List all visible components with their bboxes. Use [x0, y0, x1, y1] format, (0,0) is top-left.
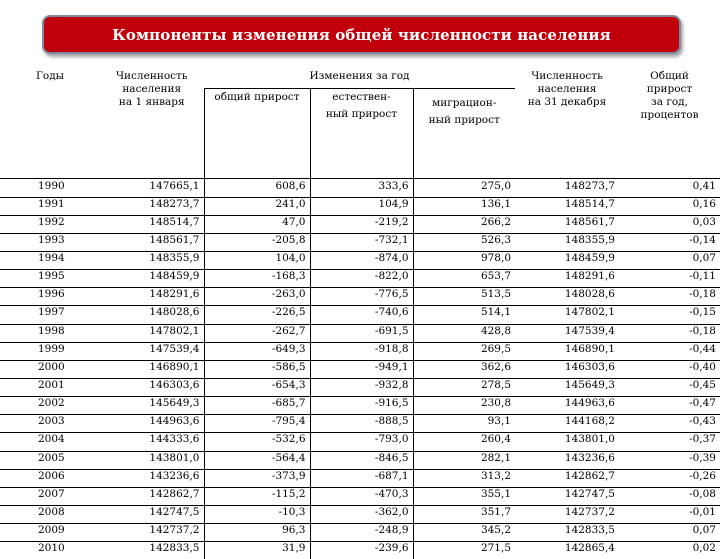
cell-pop-end: 146303,6	[515, 360, 619, 378]
cell-total-growth: -168,3	[204, 270, 310, 288]
cell-pop-end: 148459,9	[515, 252, 619, 270]
cell-year: 1996	[0, 288, 100, 306]
cell-natural-growth: -732,1	[310, 233, 413, 251]
cell-total-growth: -262,7	[204, 324, 310, 342]
cell-natural-growth: -846,5	[310, 451, 413, 469]
cell-year: 1990	[0, 178, 100, 197]
table-row	[0, 324, 720, 342]
cell-pop-end: 148561,7	[515, 215, 619, 233]
header-natural-growth: естествен- ный прирост	[310, 88, 413, 178]
cell-growth-pct: -0,01	[619, 506, 720, 524]
cell-total-growth: -115,2	[204, 487, 310, 505]
cell-growth-pct: -0,26	[619, 469, 720, 487]
cell-year: 1997	[0, 306, 100, 324]
cell-growth-pct: -0,18	[619, 288, 720, 306]
cell-natural-growth: 104,9	[310, 197, 413, 215]
cell-pop-start: 148273,7	[100, 197, 204, 215]
header-changes: Изменения за год	[204, 68, 515, 88]
cell-pop-end: 147802,1	[515, 306, 619, 324]
cell-pop-end: 148514,7	[515, 197, 619, 215]
cell-growth-pct: 0,03	[619, 215, 720, 233]
cell-natural-growth: -949,1	[310, 360, 413, 378]
cell-pop-start: 148514,7	[100, 215, 204, 233]
cell-pop-end: 143801,0	[515, 433, 619, 451]
cell-migration-growth: 313,2	[413, 469, 515, 487]
table-row	[0, 487, 720, 505]
cell-natural-growth: 333,6	[310, 178, 413, 197]
cell-year: 2004	[0, 433, 100, 451]
cell-year: 1998	[0, 324, 100, 342]
cell-pop-start: 148561,7	[100, 233, 204, 251]
title-banner	[42, 15, 681, 54]
cell-migration-growth: 282,1	[413, 451, 515, 469]
cell-year: 1995	[0, 270, 100, 288]
cell-natural-growth: -822,0	[310, 270, 413, 288]
cell-total-growth: -795,4	[204, 415, 310, 433]
cell-pop-start: 142747,5	[100, 506, 204, 524]
cell-year: 1999	[0, 342, 100, 360]
cell-growth-pct: -0,43	[619, 415, 720, 433]
table-row	[0, 542, 720, 559]
cell-pop-start: 144963,6	[100, 415, 204, 433]
table-header	[0, 68, 720, 178]
cell-migration-growth: 136,1	[413, 197, 515, 215]
cell-year: 2010	[0, 542, 100, 559]
table-row	[0, 252, 720, 270]
cell-pop-end: 144168,2	[515, 415, 619, 433]
cell-migration-growth: 345,2	[413, 524, 515, 542]
header-pop-start: Численность населения на 1 января	[115, 70, 188, 108]
table-row	[0, 506, 720, 524]
cell-migration-growth: 266,2	[413, 215, 515, 233]
cell-pop-start: 147539,4	[100, 342, 204, 360]
cell-growth-pct: 0,02	[619, 542, 720, 559]
table-row	[0, 342, 720, 360]
cell-growth-pct: -0,18	[619, 324, 720, 342]
cell-total-growth: 241,0	[204, 197, 310, 215]
cell-pop-end: 142747,5	[515, 487, 619, 505]
cell-pop-start: 144333,6	[100, 433, 204, 451]
header-migration-growth: миграцион- ный прирост	[413, 88, 515, 178]
cell-growth-pct: 0,41	[619, 178, 720, 197]
cell-natural-growth: -248,9	[310, 524, 413, 542]
cell-growth-pct: -0,47	[619, 397, 720, 415]
cell-year: 2006	[0, 469, 100, 487]
header-years: Годы	[35, 70, 65, 82]
cell-natural-growth: -874,0	[310, 252, 413, 270]
cell-natural-growth: -776,5	[310, 288, 413, 306]
cell-pop-end: 143236,6	[515, 451, 619, 469]
cell-growth-pct: 0,16	[619, 197, 720, 215]
cell-pop-start: 145649,3	[100, 397, 204, 415]
cell-migration-growth: 275,0	[413, 178, 515, 197]
cell-total-growth: -649,3	[204, 342, 310, 360]
cell-growth-pct: -0,11	[619, 270, 720, 288]
table-row	[0, 270, 720, 288]
table-row	[0, 469, 720, 487]
cell-migration-growth: 351,7	[413, 506, 515, 524]
cell-natural-growth: -362,0	[310, 506, 413, 524]
table-row	[0, 288, 720, 306]
cell-year: 2008	[0, 506, 100, 524]
cell-total-growth: -10,3	[204, 506, 310, 524]
cell-migration-growth: 271,5	[413, 542, 515, 559]
table-row	[0, 233, 720, 251]
table-row	[0, 306, 720, 324]
table-row	[0, 433, 720, 451]
cell-growth-pct: -0,44	[619, 342, 720, 360]
cell-total-growth: -205,8	[204, 233, 310, 251]
cell-growth-pct: 0,07	[619, 524, 720, 542]
cell-migration-growth: 269,5	[413, 342, 515, 360]
cell-pop-start: 143801,0	[100, 451, 204, 469]
cell-year: 2001	[0, 379, 100, 397]
cell-pop-start: 146890,1	[100, 360, 204, 378]
table-row	[0, 178, 720, 197]
cell-total-growth: -586,5	[204, 360, 310, 378]
cell-pop-start: 146303,6	[100, 379, 204, 397]
cell-pop-start: 143236,6	[100, 469, 204, 487]
cell-pop-end: 142737,2	[515, 506, 619, 524]
cell-pop-start: 148028,6	[100, 306, 204, 324]
cell-pop-start: 142737,2	[100, 524, 204, 542]
cell-migration-growth: 978,0	[413, 252, 515, 270]
header-total-growth: общий прирост	[204, 88, 310, 178]
cell-year: 2003	[0, 415, 100, 433]
cell-pop-end: 148355,9	[515, 233, 619, 251]
table-body	[0, 178, 720, 559]
cell-total-growth: -263,0	[204, 288, 310, 306]
cell-growth-pct: -0,37	[619, 433, 720, 451]
cell-migration-growth: 230,8	[413, 397, 515, 415]
cell-pop-end: 142862,7	[515, 469, 619, 487]
population-table	[0, 68, 720, 559]
cell-total-growth: 608,6	[204, 178, 310, 197]
cell-migration-growth: 93,1	[413, 415, 515, 433]
cell-total-growth: 96,3	[204, 524, 310, 542]
cell-natural-growth: -793,0	[310, 433, 413, 451]
cell-pop-end: 146890,1	[515, 342, 619, 360]
cell-pop-end: 148028,6	[515, 288, 619, 306]
cell-pop-end: 148273,7	[515, 178, 619, 197]
page-title: Компоненты изменения общей численности населения	[112, 25, 611, 44]
cell-pop-start: 148291,6	[100, 288, 204, 306]
cell-growth-pct: -0,40	[619, 360, 720, 378]
cell-pop-end: 147539,4	[515, 324, 619, 342]
cell-pop-start: 142862,7	[100, 487, 204, 505]
cell-migration-growth: 278,5	[413, 379, 515, 397]
cell-growth-pct: -0,14	[619, 233, 720, 251]
cell-year: 1991	[0, 197, 100, 215]
cell-natural-growth: -687,1	[310, 469, 413, 487]
cell-natural-growth: -888,5	[310, 415, 413, 433]
cell-migration-growth: 653,7	[413, 270, 515, 288]
cell-year: 2005	[0, 451, 100, 469]
cell-total-growth: -564,4	[204, 451, 310, 469]
table-row	[0, 215, 720, 233]
cell-total-growth: 31,9	[204, 542, 310, 559]
cell-year: 2009	[0, 524, 100, 542]
cell-natural-growth: -239,6	[310, 542, 413, 559]
cell-pop-start: 148459,9	[100, 270, 204, 288]
table-row	[0, 415, 720, 433]
cell-total-growth: -226,5	[204, 306, 310, 324]
cell-pop-start: 148355,9	[100, 252, 204, 270]
cell-pop-end: 148291,6	[515, 270, 619, 288]
table-row	[0, 197, 720, 215]
cell-natural-growth: -932,8	[310, 379, 413, 397]
cell-migration-growth: 428,8	[413, 324, 515, 342]
cell-growth-pct: -0,45	[619, 379, 720, 397]
cell-natural-growth: -916,5	[310, 397, 413, 415]
cell-migration-growth: 513,5	[413, 288, 515, 306]
cell-growth-pct: -0,08	[619, 487, 720, 505]
cell-total-growth: 104,0	[204, 252, 310, 270]
cell-pop-start: 147665,1	[100, 178, 204, 197]
table-row	[0, 524, 720, 542]
cell-year: 2007	[0, 487, 100, 505]
cell-migration-growth: 355,1	[413, 487, 515, 505]
cell-pop-end: 145649,3	[515, 379, 619, 397]
cell-migration-growth: 362,6	[413, 360, 515, 378]
cell-migration-growth: 514,1	[413, 306, 515, 324]
cell-migration-growth: 260,4	[413, 433, 515, 451]
cell-natural-growth: -470,3	[310, 487, 413, 505]
cell-year: 1994	[0, 252, 100, 270]
cell-pop-start: 147802,1	[100, 324, 204, 342]
header-pop-end: Численность населения на 31 декабря	[527, 70, 607, 108]
header-growth-pct: Общий прирост за год, процентов	[640, 70, 699, 121]
cell-year: 2000	[0, 360, 100, 378]
cell-pop-end: 142865,4	[515, 542, 619, 559]
table-row	[0, 360, 720, 378]
cell-year: 1993	[0, 233, 100, 251]
cell-growth-pct: -0,15	[619, 306, 720, 324]
cell-total-growth: -654,3	[204, 379, 310, 397]
cell-pop-start: 142833,5	[100, 542, 204, 559]
cell-pop-end: 142833,5	[515, 524, 619, 542]
cell-total-growth: -532,6	[204, 433, 310, 451]
cell-total-growth: -373,9	[204, 469, 310, 487]
cell-natural-growth: -918,8	[310, 342, 413, 360]
table-row	[0, 379, 720, 397]
cell-growth-pct: 0,07	[619, 252, 720, 270]
table-row	[0, 451, 720, 469]
cell-growth-pct: -0,39	[619, 451, 720, 469]
table-row	[0, 397, 720, 415]
cell-natural-growth: -691,5	[310, 324, 413, 342]
cell-pop-end: 144963,6	[515, 397, 619, 415]
cell-natural-growth: -219,2	[310, 215, 413, 233]
cell-year: 2002	[0, 397, 100, 415]
cell-total-growth: -685,7	[204, 397, 310, 415]
cell-migration-growth: 526,3	[413, 233, 515, 251]
cell-natural-growth: -740,6	[310, 306, 413, 324]
cell-year: 1992	[0, 215, 100, 233]
cell-total-growth: 47,0	[204, 215, 310, 233]
